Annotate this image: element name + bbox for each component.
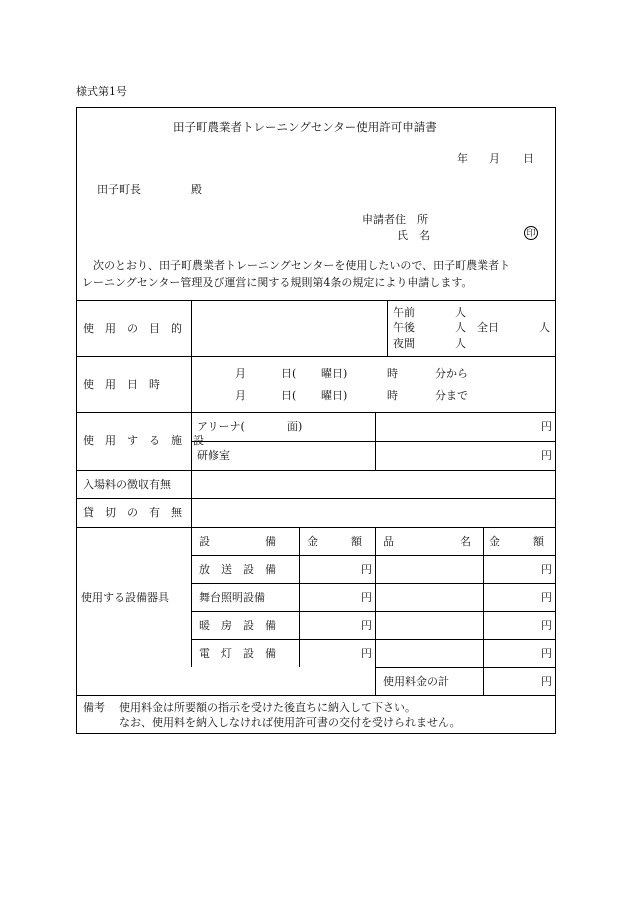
applicant-address-label: 申請者住 所 — [362, 213, 428, 226]
equipment-label: 使用する設備器具 — [81, 591, 169, 604]
equipment-item: 放 送 設 備 — [199, 563, 276, 576]
item-head: 品 名 — [383, 535, 471, 548]
total-label: 使用料金の計 — [383, 675, 449, 688]
facility-yen: 円 — [541, 449, 552, 462]
equipment-item: 暖 房 設 備 — [199, 619, 276, 632]
yen: 円 — [541, 563, 552, 576]
rule — [77, 412, 555, 413]
remarks-label: 備考 — [83, 701, 105, 714]
purpose-person: 人 — [455, 306, 466, 319]
from-weekday: 曜日) — [321, 367, 348, 380]
rule — [483, 527, 484, 695]
from-day: 日( — [281, 367, 297, 380]
rule — [191, 639, 555, 640]
purpose-morning: 午前 — [393, 306, 415, 319]
from-hour: 時 — [387, 367, 398, 380]
rule — [375, 412, 376, 470]
to-month: 月 — [235, 389, 246, 402]
facility-training-room: 研修室 — [197, 449, 230, 462]
yen: 円 — [361, 647, 372, 660]
applicant-name-label: 氏 名 — [397, 229, 430, 242]
purpose-night: 夜間 — [393, 337, 415, 350]
yen: 円 — [361, 591, 372, 604]
exclusive-label: 貸 切 の 有 無 — [83, 506, 182, 519]
rule — [191, 527, 192, 667]
purpose-person: 人 — [455, 321, 466, 334]
intro-line-2: レーニングセンター管理及び運営に関する規則第4条の規定により申請します。 — [82, 276, 473, 289]
addressee-honorific: 殿 — [191, 183, 202, 196]
purpose-allday: 全日 — [477, 321, 499, 334]
rule — [77, 470, 555, 471]
yen: 円 — [541, 619, 552, 632]
yen: 円 — [361, 619, 372, 632]
rule — [299, 527, 300, 667]
equipment-item: 舞台照明設備 — [199, 591, 265, 604]
remarks-line-2: なお、使用料を納入しなければ使用許可書の交付を受けられません。 — [119, 716, 461, 729]
rule — [191, 300, 192, 527]
amount-head-2: 金 額 — [489, 535, 544, 548]
rule — [77, 300, 555, 301]
form-title: 田子町農業者トレーニングセンター使用許可申請書 — [173, 120, 437, 134]
to-minute: 分まで — [435, 389, 468, 402]
facility-label: 使 用 す る 施 設 — [83, 434, 204, 447]
from-month: 月 — [235, 367, 246, 380]
equipment-head: 設 備 — [199, 535, 276, 548]
purpose-label: 使 用 の 目 的 — [83, 322, 182, 335]
equipment-item: 電 灯 設 備 — [199, 647, 276, 660]
addressee-name: 田子町長 — [97, 183, 141, 196]
purpose-person: 人 — [539, 321, 550, 334]
rule — [77, 498, 555, 499]
yen: 円 — [541, 591, 552, 604]
facility-arena: アリーナ( — [197, 420, 245, 433]
date-day: 日 — [523, 152, 534, 165]
rule — [191, 611, 555, 612]
date-month: 月 — [489, 152, 500, 165]
application-form — [76, 107, 556, 734]
amount-head: 金 額 — [307, 535, 362, 548]
form-number: 様式第1号 — [76, 85, 127, 98]
rule — [191, 441, 555, 442]
seal-mark: 印 — [524, 226, 538, 240]
rule — [77, 356, 555, 357]
intro-line-1: 次のとおり、田子町農業者トレーニングセンターを使用したいので、田子町農業者ト — [93, 259, 511, 272]
purpose-person: 人 — [455, 337, 466, 350]
rule — [375, 527, 376, 695]
from-minute: 分から — [435, 367, 468, 380]
admission-label: 入場料の徴収有無 — [83, 478, 171, 491]
yen: 円 — [361, 563, 372, 576]
facility-arena-unit: 面) — [287, 420, 303, 433]
rule — [375, 667, 555, 668]
to-weekday: 曜日) — [321, 389, 348, 402]
facility-yen: 円 — [541, 420, 552, 433]
purpose-afternoon: 午後 — [393, 321, 415, 334]
yen: 円 — [541, 647, 552, 660]
datetime-label: 使 用 日 時 — [83, 378, 160, 391]
to-day: 日( — [281, 389, 297, 402]
yen: 円 — [541, 675, 552, 688]
rule — [191, 555, 555, 556]
rule — [191, 583, 555, 584]
to-hour: 時 — [387, 389, 398, 402]
rule — [77, 695, 555, 696]
rule — [387, 300, 388, 356]
date-year: 年 — [457, 152, 468, 165]
remarks-line-1: 使用料金は所要額の指示を受けた後直ちに納入して下さい。 — [119, 701, 416, 714]
